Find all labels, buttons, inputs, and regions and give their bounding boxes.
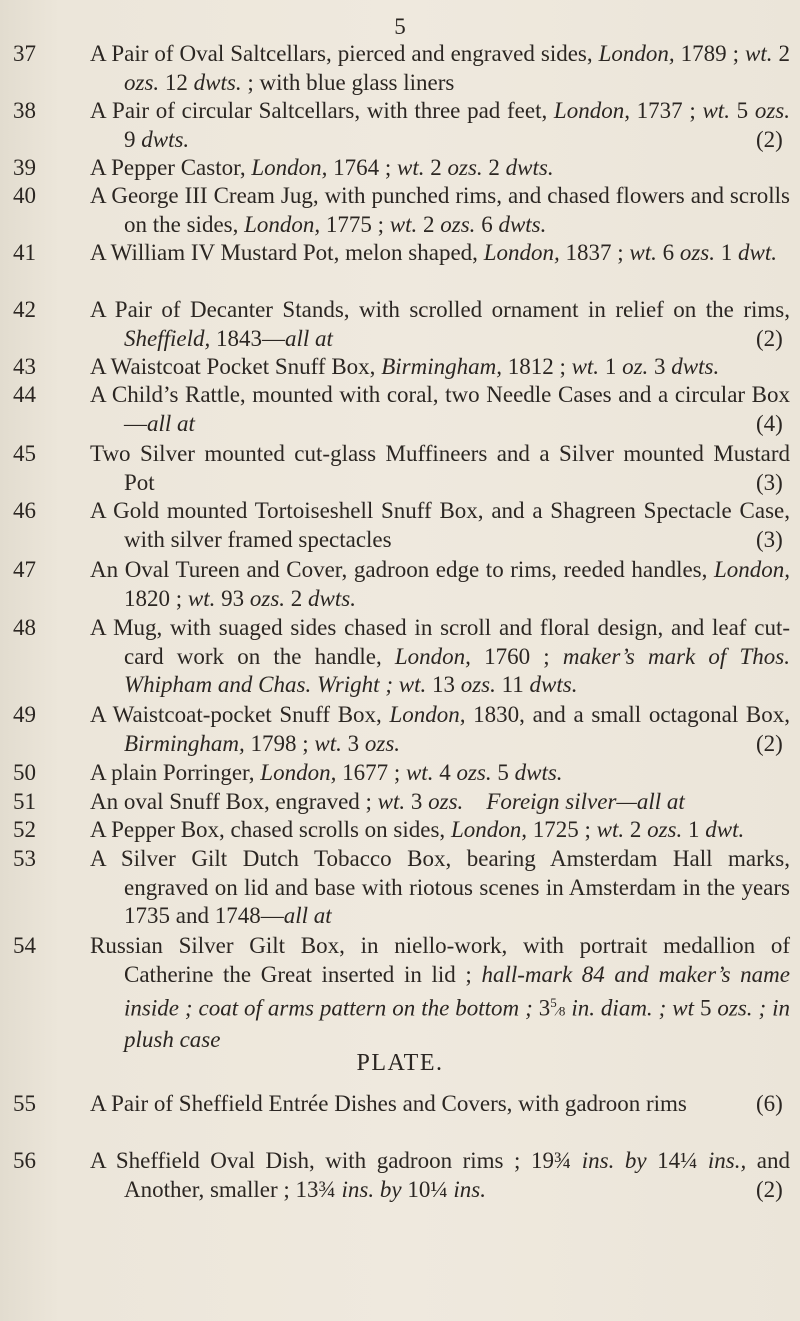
lot-number: 42 — [13, 297, 36, 322]
description-text: wt. — [596, 817, 625, 842]
description-text: 1775 ; — [320, 211, 390, 237]
lot-number: 40 — [13, 183, 36, 208]
lot-description — [90, 845, 790, 931]
lot-description: A Pair of Decanter Stands, with scrolled ornament in relief on the rims, Sheffield, 1843—all at (2) — [90, 297, 790, 351]
lot-description: A Pair of circular Saltcellars, with three pad feet, London, 1737 ; wt. 5 ozs. 9 dwts. (2) — [90, 98, 791, 152]
description-text: London, — [598, 41, 675, 66]
description-text: wt. — [629, 240, 657, 265]
description-text: wt. — [702, 98, 730, 123]
description-text: 2 — [417, 211, 441, 237]
description-text: 1843— — [210, 325, 285, 351]
description-text: wt. — [389, 211, 418, 237]
description-text: wt. — [377, 789, 406, 814]
lot-number: 48 — [13, 615, 36, 640]
description-text: dwt. — [705, 817, 745, 842]
description-text: Two Silver mounted cut-glass Muffineers and a Silver mounted Mustard Pot — [90, 441, 790, 495]
lot-description — [90, 759, 790, 788]
description-text: 6 — [475, 211, 499, 237]
lot-number: 54 — [13, 933, 36, 958]
description-text: A Child’s Rattle, mounted with coral, two Needle Cases and a circular Box— — [90, 382, 790, 436]
description-text: Birmingham, — [124, 730, 245, 756]
lot-description — [90, 816, 790, 845]
description-text: dwts. — [141, 126, 190, 152]
description-text: ozs. — [647, 817, 683, 842]
description-text: A Sheffield Oval Dish, with gadroon rims ; 19 — [90, 1148, 554, 1173]
description-text: A Waistcoat-pocket Snuff Box, — [90, 702, 390, 727]
description-text: dwts. — [505, 155, 554, 180]
description-text: ¾ — [318, 1176, 336, 1202]
description-text: 2 — [285, 585, 309, 611]
description-text: ins. — [447, 1176, 486, 1202]
description-text: 1 — [715, 240, 739, 265]
description-text: 13 — [426, 672, 461, 697]
description-text: hall-mark 84 and maker’s name inside ; coat of arms pattern on the bottom ; — [124, 961, 790, 1021]
description-text: dwts. — [308, 585, 356, 611]
description-text: 3 — [648, 354, 672, 379]
description-text: 4 — [433, 760, 457, 785]
lot-number: 49 — [13, 702, 36, 727]
lot-description — [90, 556, 790, 613]
description-text: 1812 ; — [501, 354, 572, 379]
description-text: Birmingham, — [381, 354, 502, 379]
lot-description — [90, 614, 790, 700]
description-text: ins., — [697, 1148, 747, 1173]
description-text: London, — [450, 817, 527, 842]
description-text: London, — [713, 557, 790, 582]
description-text: A plain Porringer, — [90, 760, 261, 785]
description-text — [463, 789, 486, 814]
description-text: 3 — [532, 995, 551, 1021]
description-text: London, — [483, 240, 560, 265]
description-text: dwts. — [514, 760, 563, 785]
description-text: ⁄8 — [556, 1003, 566, 1019]
lot-number: 56 — [13, 1148, 36, 1173]
description-text: ozs. — [447, 155, 483, 180]
description-text: 2 — [424, 155, 448, 180]
description-text: A Pepper Box, chased scrolls on sides, — [90, 817, 451, 842]
description-text: ozs. — [249, 585, 286, 611]
description-text: An Oval Tureen and Cover, gadroon edge to rims, reeded handles, — [90, 557, 714, 582]
description-text: dwts. — [671, 354, 720, 379]
lot-description: A Gold mounted Tortoiseshell Snuff Box, and a Shagreen Spectacle Case, with silver framed spectacles (3) — [90, 498, 790, 552]
description-text: A William IV Mustard Pot, melon shaped, — [90, 240, 484, 265]
description-text: all at — [147, 410, 195, 436]
description-text: ozs. — [754, 98, 791, 123]
description-text: 93 — [215, 585, 250, 611]
description-text: 14 — [646, 1148, 681, 1173]
description-text: A Waistcoat Pocket Snuff Box, — [90, 354, 382, 379]
description-text: 2 — [772, 41, 791, 66]
description-text: in. diam. ; wt — [565, 995, 694, 1021]
description-text: London, — [251, 155, 328, 180]
description-text: ozs. — [124, 69, 160, 95]
description-text: A Pair of Decanter Stands, with scrolled ornament in relief on the rims, — [90, 297, 790, 322]
description-text: London, — [394, 643, 471, 669]
description-text: 6 — [656, 240, 680, 265]
description-text: A George III Cream Jug, with punched rims, and chased flowers and scrolls on the sides, — [90, 183, 790, 237]
description-text: 1737 ; — [629, 98, 703, 123]
lot-description: Two Silver mounted cut-glass Muffineers and a Silver mounted Mustard Pot (3) — [90, 441, 790, 495]
description-text: ¼ — [680, 1148, 698, 1173]
lot-description — [90, 154, 790, 183]
description-text: 5 — [693, 995, 718, 1021]
description-text: 10 — [401, 1176, 431, 1202]
description-text: ; with blue glass liners — [241, 69, 455, 95]
description-text: 3 — [405, 789, 429, 814]
description-text: 1725 ; — [526, 817, 597, 842]
description-text: London, — [260, 760, 337, 785]
description-text: ozs. — [460, 672, 496, 697]
section-heading: PLATE. — [356, 1050, 444, 1076]
description-text: wt. — [405, 760, 434, 785]
lot-number: 51 — [13, 789, 36, 814]
description-text: ins. by — [571, 1148, 647, 1173]
description-text: all at — [284, 325, 333, 351]
lot-description — [90, 353, 790, 382]
lot-number: 44 — [13, 382, 36, 407]
description-text: ozs. ; in plush case — [124, 995, 790, 1053]
description-text: 1798 ; — [244, 730, 315, 756]
lot-description: A Child’s Rattle, mounted with coral, two Needle Cases and a circular Box—all at (4) — [90, 382, 790, 436]
description-text: oz. — [622, 354, 649, 379]
description-text: 2 — [624, 817, 648, 842]
description-text: 1677 ; — [336, 760, 406, 785]
description-text: ¼ — [430, 1176, 448, 1202]
description-text: A Pair of circular Saltcellars, with three pad feet, — [90, 98, 554, 123]
description-text: A Mug, with suaged sides chased in scroll and floral design, and leaf cut-card work on the handle, — [90, 615, 790, 669]
lot-number: 47 — [13, 557, 36, 582]
lot-number: 41 — [13, 240, 36, 265]
description-text: wt. — [397, 155, 425, 180]
lot-number: 50 — [13, 760, 36, 785]
description-text: maker’s mark of Thos. Whipham and Chas. Wright ; wt. — [124, 643, 790, 697]
lot-description: A Pair of Sheffield Entrée Dishes and Covers, with gadroon rims (6) — [90, 1091, 783, 1116]
lot-number: 45 — [13, 441, 36, 466]
lot-number: 53 — [13, 846, 36, 871]
description-text: London, — [553, 98, 630, 123]
description-text: 9 — [124, 126, 142, 152]
description-text: A Silver Gilt Dutch Tobacco Box, bearing Amsterdam Hall marks, engraved on lid and base with riotous scenes in Amsterdam in the years 1735 and 1748— — [90, 846, 790, 928]
description-text: London, — [389, 702, 466, 727]
description-text: dwts. — [498, 211, 547, 237]
description-text: A Pair of Oval Saltcellars, pierced and engraved sides, — [90, 41, 599, 66]
lot-number: 38 — [13, 98, 36, 123]
lot-number: 55 — [13, 1091, 36, 1116]
lot-number: 37 — [13, 41, 36, 66]
lot-number: 52 — [13, 817, 36, 842]
description-text: 2 — [482, 155, 506, 180]
description-text: Russian Silver Gilt Box, in niello-work, with portrait medallion of Catherine the Great inserted in lid ; — [90, 933, 790, 987]
description-text: 5 — [550, 995, 557, 1010]
description-text: all at — [283, 903, 332, 928]
description-text: ozs. — [440, 211, 476, 237]
description-text: 1837 ; — [559, 240, 630, 265]
description-text: 3 — [341, 730, 365, 756]
description-text: wt. — [571, 354, 600, 379]
description-text: 1764 ; — [327, 155, 398, 180]
description-text: ozs. — [679, 240, 716, 265]
description-text: ozs. — [428, 789, 464, 814]
description-text: 5 — [491, 760, 515, 785]
description-text: dwts. — [193, 69, 242, 95]
description-text: 1820 ; — [124, 585, 188, 611]
lot-description — [90, 932, 790, 1055]
description-text: 5 — [729, 98, 755, 123]
description-text: ozs. — [456, 760, 492, 785]
lot-number: 43 — [13, 354, 36, 379]
lot-description — [90, 40, 790, 97]
lot-description — [90, 182, 790, 239]
description-text: Foreign silver—all at — [486, 789, 685, 814]
lot-description: A Sheffield Oval Dish, with gadroon rims ; 19¾ ins. by 14¼ ins., and Another, smaller ; 13¾ ins. by 10¼ ins. (2) — [90, 1148, 790, 1202]
description-text: 1760 ; — [470, 643, 563, 669]
description-text: wt. — [187, 585, 216, 611]
description-text: Sheffield, — [124, 325, 211, 351]
description-text: wt. — [745, 41, 773, 66]
description-text: ozs. — [364, 730, 401, 756]
description-text: 1789 ; — [674, 41, 746, 66]
lot-number: 46 — [13, 498, 36, 523]
description-text: 1830, and a small octagonal Box, — [465, 702, 790, 727]
lot-number: 39 — [13, 155, 36, 180]
description-text: London, — [244, 211, 321, 237]
description-text: 11 — [495, 672, 530, 697]
description-text: ¾ — [553, 1148, 572, 1173]
description-text: A Gold mounted Tortoiseshell Snuff Box, and a Shagreen Spectacle Case, with silver framed spectacles — [90, 498, 790, 552]
lot-description — [90, 788, 790, 817]
description-text: wt. — [314, 730, 342, 756]
description-text: dwt. — [738, 240, 777, 265]
description-text: ins. by — [335, 1176, 402, 1202]
description-text: A Pepper Castor, — [90, 155, 252, 180]
page-number: 5 — [394, 14, 406, 39]
lot-description — [90, 239, 790, 268]
description-text: An oval Snuff Box, engraved ; — [90, 789, 378, 814]
description-text: and Another, smaller ; 13 — [124, 1148, 790, 1202]
description-text: dwts. — [529, 672, 578, 697]
description-text: 12 — [159, 69, 194, 95]
lot-description: A Waistcoat-pocket Snuff Box, London, 1830, and a small octagonal Box, Birmingham, 1798 ; wt. 3 ozs. (2) — [90, 702, 790, 756]
description-text: 1 — [599, 354, 623, 379]
description-text: 1 — [682, 817, 706, 842]
description-text: A Pair of Sheffield Entrée Dishes and Covers, with gadroon rims — [90, 1091, 687, 1116]
